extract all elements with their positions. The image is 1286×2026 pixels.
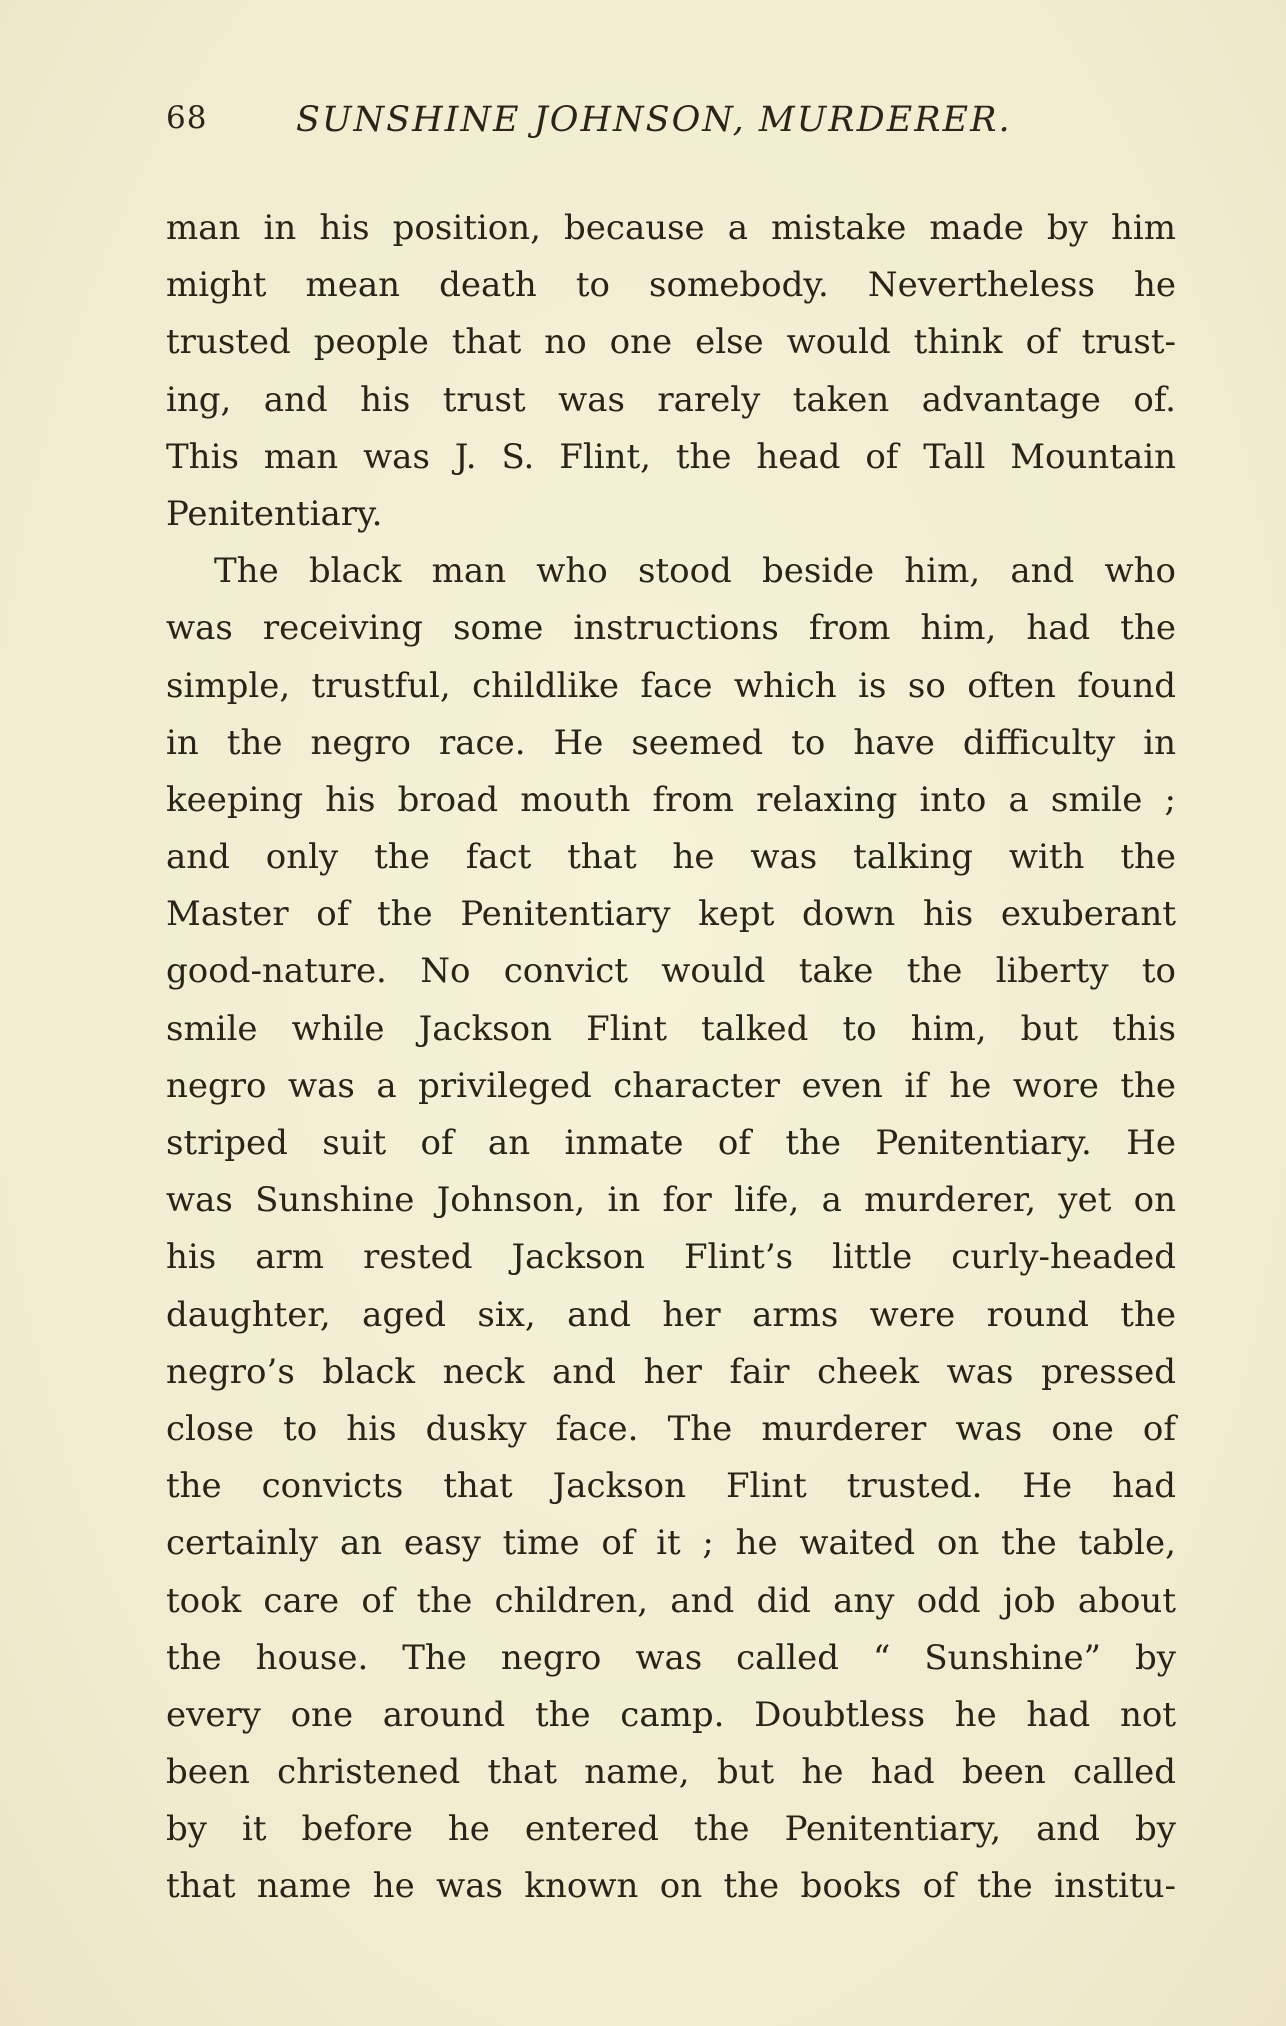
running-header	[166, 100, 1126, 156]
text-line: daughter, aged six, and her arms were round the	[166, 1294, 1176, 1335]
text-line: his arm rested Jackson Flint’s little curly-headed	[166, 1237, 1176, 1278]
text-line: The black man who stood beside him, and who	[214, 551, 1176, 592]
text-line: that name he was known on the books of the institu-	[166, 1866, 1176, 1907]
page-number: 68	[166, 100, 208, 136]
text-line: striped suit of an inmate of the Penitentiary. He	[166, 1123, 1176, 1163]
text-line: man in his position, because a mistake made by him	[166, 208, 1176, 248]
text-line: by it before he entered the Penitentiary, and by	[166, 1809, 1176, 1850]
text-line: This man was J. S. Flint, the head of Tall Mountain	[166, 436, 1176, 477]
text-line: and only the fact that he was talking with the	[166, 837, 1176, 878]
running-title: SUNSHINE JOHNSON, MURDERER.	[296, 100, 1012, 140]
text-line: negro’s black neck and her fair cheek was pressed	[166, 1351, 1176, 1392]
text-line: Penitentiary.	[166, 493, 383, 534]
text-line: trusted people that no one else would think of trust-	[166, 322, 1176, 363]
text-line: been christened that name, but he had been called	[166, 1752, 1176, 1793]
text-line: might mean death to somebody. Nevertheless he	[166, 265, 1176, 306]
text-line: in the negro race. He seemed to have difficulty in	[166, 722, 1176, 763]
text-line: the house. The negro was called “ Sunshine” by	[166, 1637, 1176, 1678]
body-text	[166, 200, 1176, 1916]
text-line: the convicts that Jackson Flint trusted. He had	[166, 1466, 1176, 1507]
text-line: ing, and his trust was rarely taken advantage of.	[166, 379, 1176, 420]
text-line: was Sunshine Johnson, in for life, a murderer, yet on	[166, 1180, 1176, 1221]
text-line: smile while Jackson Flint talked to him, but this	[166, 1008, 1176, 1049]
text-line: certainly an easy time of it ; he waited on the table,	[166, 1523, 1176, 1564]
text-line: Master of the Penitentiary kept down his exuberant	[166, 894, 1176, 935]
text-line: negro was a privileged character even if he wore the	[166, 1065, 1176, 1106]
text-line: every one around the camp. Doubtless he had not	[166, 1694, 1176, 1735]
text-line: close to his dusky face. The murderer was one of	[166, 1408, 1176, 1449]
text-line: simple, trustful, childlike face which is so often found	[166, 665, 1176, 706]
text-line: took care of the children, and did any odd job about	[166, 1580, 1176, 1621]
text-line: good-nature. No convict would take the liberty to	[166, 951, 1176, 992]
text-line: keeping his broad mouth from relaxing into a smile ;	[166, 779, 1176, 820]
text-line: was receiving some instructions from him, had the	[166, 608, 1176, 649]
